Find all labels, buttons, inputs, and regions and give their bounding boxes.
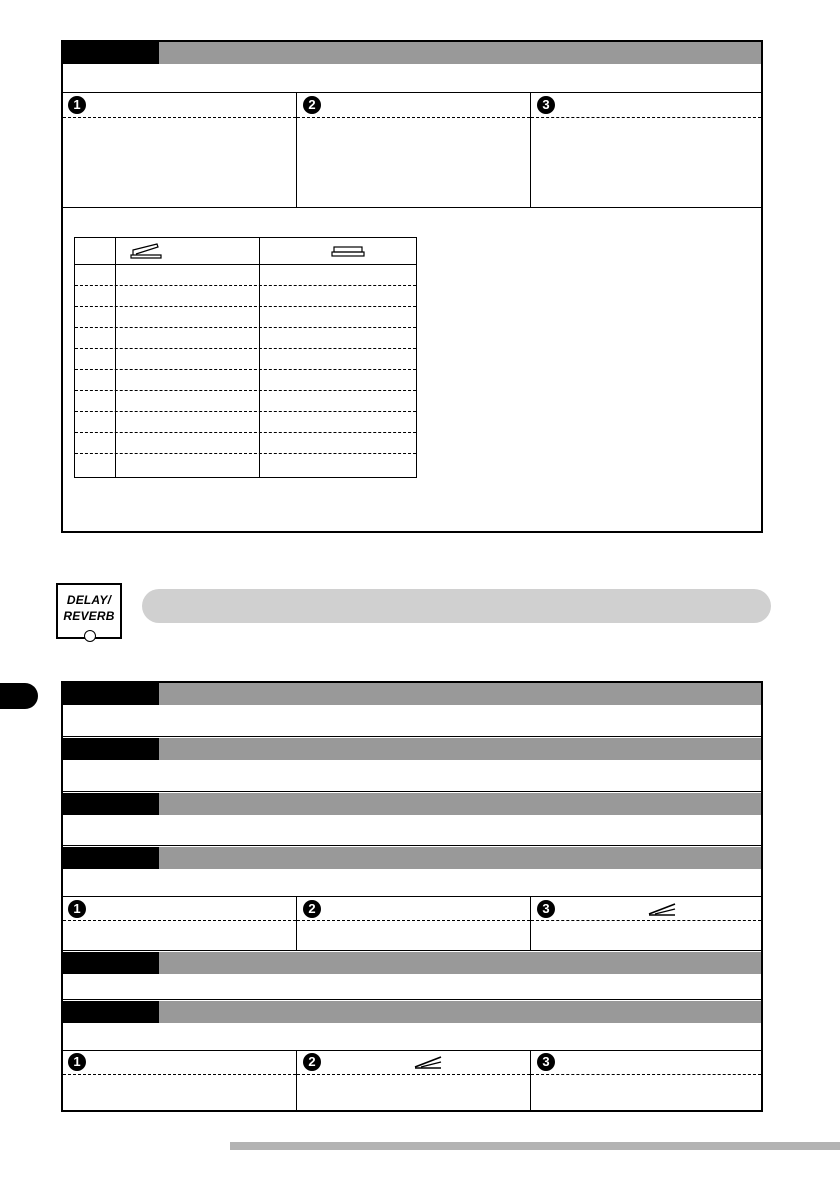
param-number-3: 3: [537, 96, 555, 114]
effect-header-bar: [63, 683, 761, 705]
param-separator: [530, 92, 531, 207]
table-row: [75, 453, 416, 454]
param-separator: [296, 92, 297, 207]
effect-header-tab: [63, 847, 159, 869]
effect-box-bottom: [61, 681, 763, 1112]
param-separator: [296, 1050, 297, 1110]
effect-header-tab: [63, 1001, 159, 1023]
divider: [63, 736, 761, 737]
param-number-1: 1: [68, 900, 86, 918]
divider: [63, 1050, 761, 1051]
param-number-3: 3: [537, 1053, 555, 1071]
effect-header-tab: [63, 952, 159, 974]
effect-header-tab: [63, 683, 159, 705]
divider: [63, 999, 761, 1000]
param-dash: [297, 1074, 530, 1075]
param-number-2: 2: [303, 1053, 321, 1071]
effect-header-bar: [63, 738, 761, 760]
pedal-toe-down-icon: [331, 244, 365, 258]
pedal-heel-down-icon: [130, 242, 162, 260]
effect-header-bar: [63, 847, 761, 869]
table-col-line: [259, 238, 260, 477]
param-dash: [531, 1074, 761, 1075]
effect-header-tab: [63, 738, 159, 760]
param-separator: [296, 896, 297, 950]
table-row: [75, 306, 416, 307]
param-dash-2: [297, 117, 530, 118]
param-number-1: 1: [68, 1053, 86, 1071]
divider: [63, 791, 761, 792]
effect-header-tab: [63, 42, 159, 64]
param-dash: [63, 1074, 296, 1075]
table-row: [75, 390, 416, 391]
param-number-2: 2: [303, 96, 321, 114]
table-row: [75, 285, 416, 286]
divider: [63, 207, 761, 208]
param-dash: [531, 920, 761, 921]
logo-line-2: REVERB: [63, 609, 115, 623]
param-number-1: 1: [68, 96, 86, 114]
effect-header-bar: [63, 1001, 761, 1023]
led-icon: [84, 630, 96, 642]
table-row: [75, 411, 416, 412]
logo-line-1: DELAY/: [66, 593, 112, 607]
table-col-line: [115, 238, 116, 477]
delay-reverb-logo: [56, 583, 122, 639]
param-dash: [297, 920, 530, 921]
param-dash: [63, 920, 296, 921]
section-title-bar: [142, 589, 771, 623]
table-header-line: [75, 264, 416, 265]
param-dash-1: [63, 117, 296, 118]
effect-header-bar: [63, 42, 761, 64]
param-number-3: 3: [537, 900, 555, 918]
table-row: [75, 432, 416, 433]
effect-box-top: [61, 40, 763, 533]
effect-header-bar: [63, 952, 761, 974]
param-separator: [530, 1050, 531, 1110]
ramp-icon: [647, 902, 677, 916]
divider: [63, 950, 761, 951]
effect-header-bar: [63, 793, 761, 815]
table-row: [75, 327, 416, 328]
pedal-table: [74, 237, 417, 478]
param-dash-3: [531, 117, 761, 118]
effect-header-tab: [63, 793, 159, 815]
table-row: [75, 348, 416, 349]
footer-bar: [230, 1142, 840, 1150]
divider: [63, 92, 761, 93]
divider: [63, 896, 761, 897]
param-separator: [530, 896, 531, 950]
chapter-tab: [0, 683, 38, 709]
param-number-2: 2: [303, 900, 321, 918]
table-row: [75, 369, 416, 370]
divider: [63, 845, 761, 846]
ramp-icon: [413, 1055, 443, 1069]
